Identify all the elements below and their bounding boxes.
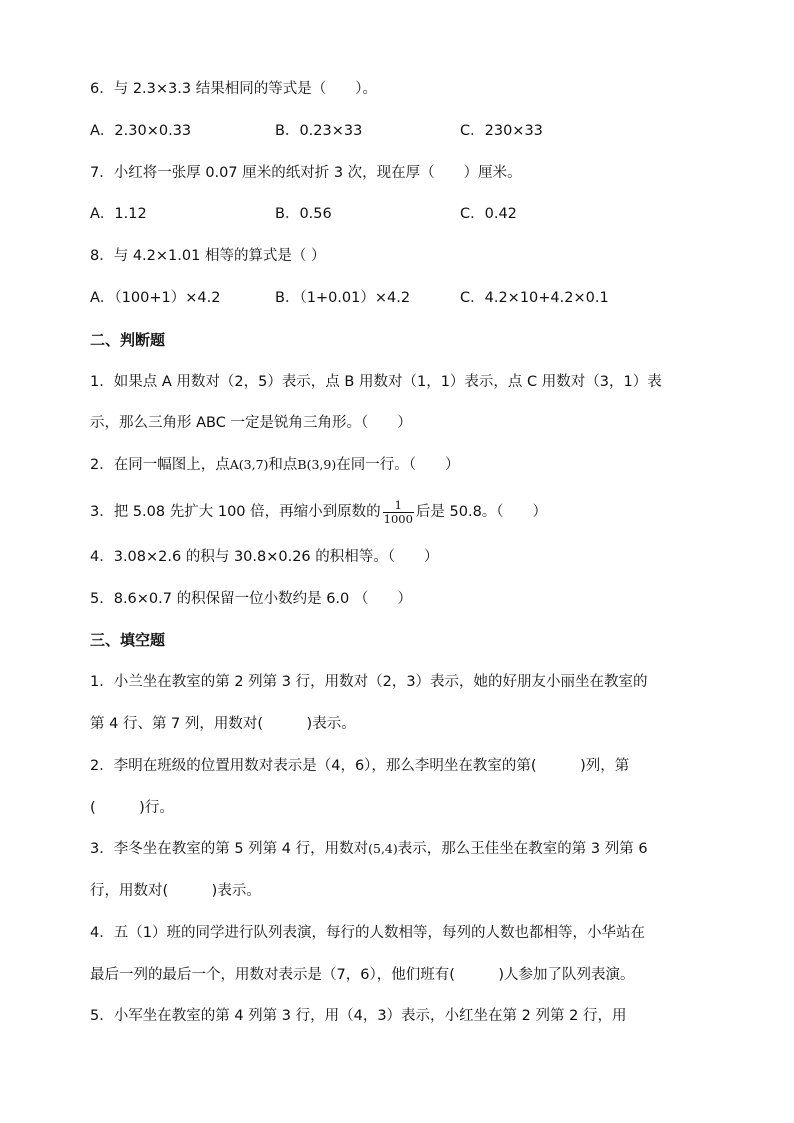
fb-q1-line2: 第 4 行、第 7 列，用数对( )表示。 xyxy=(90,716,356,732)
fb-q3-line2: 行，用数对( )表示。 xyxy=(90,883,261,899)
fraction-numerator: 1 xyxy=(383,499,414,513)
tf-q3 xyxy=(90,498,547,526)
mc-q8-option-a: A．（100+1）×4.2 xyxy=(90,290,221,306)
tf-q1-line2: 示，那么三角形 ABC 一定是锐角三角形。（ ） xyxy=(90,415,412,431)
tf-q2-text-c: 在同一行。（ ） xyxy=(336,457,460,473)
mc-q8-option-c: C．4.2×10+4.2×0.1 xyxy=(460,290,609,306)
fb-q3-pair: (5,4) xyxy=(368,841,398,856)
fb-q2-line1: 2．李明在班级的位置用数对表示是（4，6），那么李明坐在教室的第( )列，第 xyxy=(90,758,630,774)
tf-q2-text-a: 2．在同一幅图上，点 xyxy=(90,457,230,473)
mc-q7-option-c: C．0.42 xyxy=(460,206,517,222)
mc-q7-option-a: A．1.12 xyxy=(90,206,147,222)
section-title-fill-blank: 三、填空题 xyxy=(90,631,166,649)
tf-q3-text-b: 后是 50.8。（ ） xyxy=(415,504,548,520)
fb-q5-line1: 5．小军坐在教室的第 4 列第 3 行，用（4，3）表示，小红坐在第 2 列第 2 行，用 xyxy=(90,1008,627,1024)
tf-q2 xyxy=(90,455,459,475)
mc-q8-option-b: B．（1+0.01）×4.2 xyxy=(275,290,411,306)
tf-q3-text-a: 3．把 5.08 先扩大 100 倍，再缩小到原数的 xyxy=(90,504,381,520)
mc-q6-option-b: B．0.23×33 xyxy=(275,123,363,139)
mc-q6-stem: 6．与 2.3×3.3 结果相同的等式是（ ）。 xyxy=(90,81,377,97)
mc-q7-option-b: B．0.56 xyxy=(275,206,332,222)
mc-q7-stem: 7．小红将一张厚 0.07 厘米的纸对折 3 次，现在厚（ ）厘米。 xyxy=(90,165,522,181)
mc-q6-option-c: C．230×33 xyxy=(460,123,543,139)
fb-q3-line1 xyxy=(90,839,648,859)
tf-q2-point-a: A(3,7) xyxy=(229,457,269,472)
fb-q3-text-b: 表示，那么王佳坐在教室的第 3 列第 6 xyxy=(397,841,648,857)
fb-q2-line2: ( )行。 xyxy=(90,800,174,816)
tf-q1-line1: 1．如果点 A 用数对（2，5）表示，点 B 用数对（1，1）表示，点 C 用数对（3，1）表 xyxy=(90,374,662,390)
tf-q4: 4．3.08×2.6 的积与 30.8×0.26 的积相等。（ ） xyxy=(90,549,439,565)
tf-q2-text-b: 和点 xyxy=(268,457,298,473)
tf-q2-point-b: B(3,9) xyxy=(297,457,337,472)
fb-q3-text-a: 3．李冬坐在教室的第 5 列第 4 行，用数对 xyxy=(90,841,369,857)
tf-q5: 5．8.6×0.7 的积保留一位小数约是 6.0 （ ） xyxy=(90,591,412,607)
fb-q1-line1: 1．小兰坐在教室的第 2 列第 3 行，用数对（2，3）表示，她的好朋友小丽坐在教室的 xyxy=(90,674,648,690)
fraction-denominator: 1000 xyxy=(383,511,413,526)
mc-q6-option-a: A．2.30×0.33 xyxy=(90,123,192,139)
fb-q4-line1: 4．五（1）班的同学进行队列表演，每行的人数相等，每列的人数也都相等，小华站在 xyxy=(90,925,645,941)
section-title-true-false: 二、判断题 xyxy=(90,331,166,349)
mc-q8-stem: 8．与 4.2×1.01 相等的算式是（ ） xyxy=(90,248,326,264)
tf-q3-fraction xyxy=(383,499,414,526)
fb-q4-line2: 最后一列的最后一个，用数对表示是（7，6），他们班有( )人参加了队列表演。 xyxy=(90,967,635,983)
